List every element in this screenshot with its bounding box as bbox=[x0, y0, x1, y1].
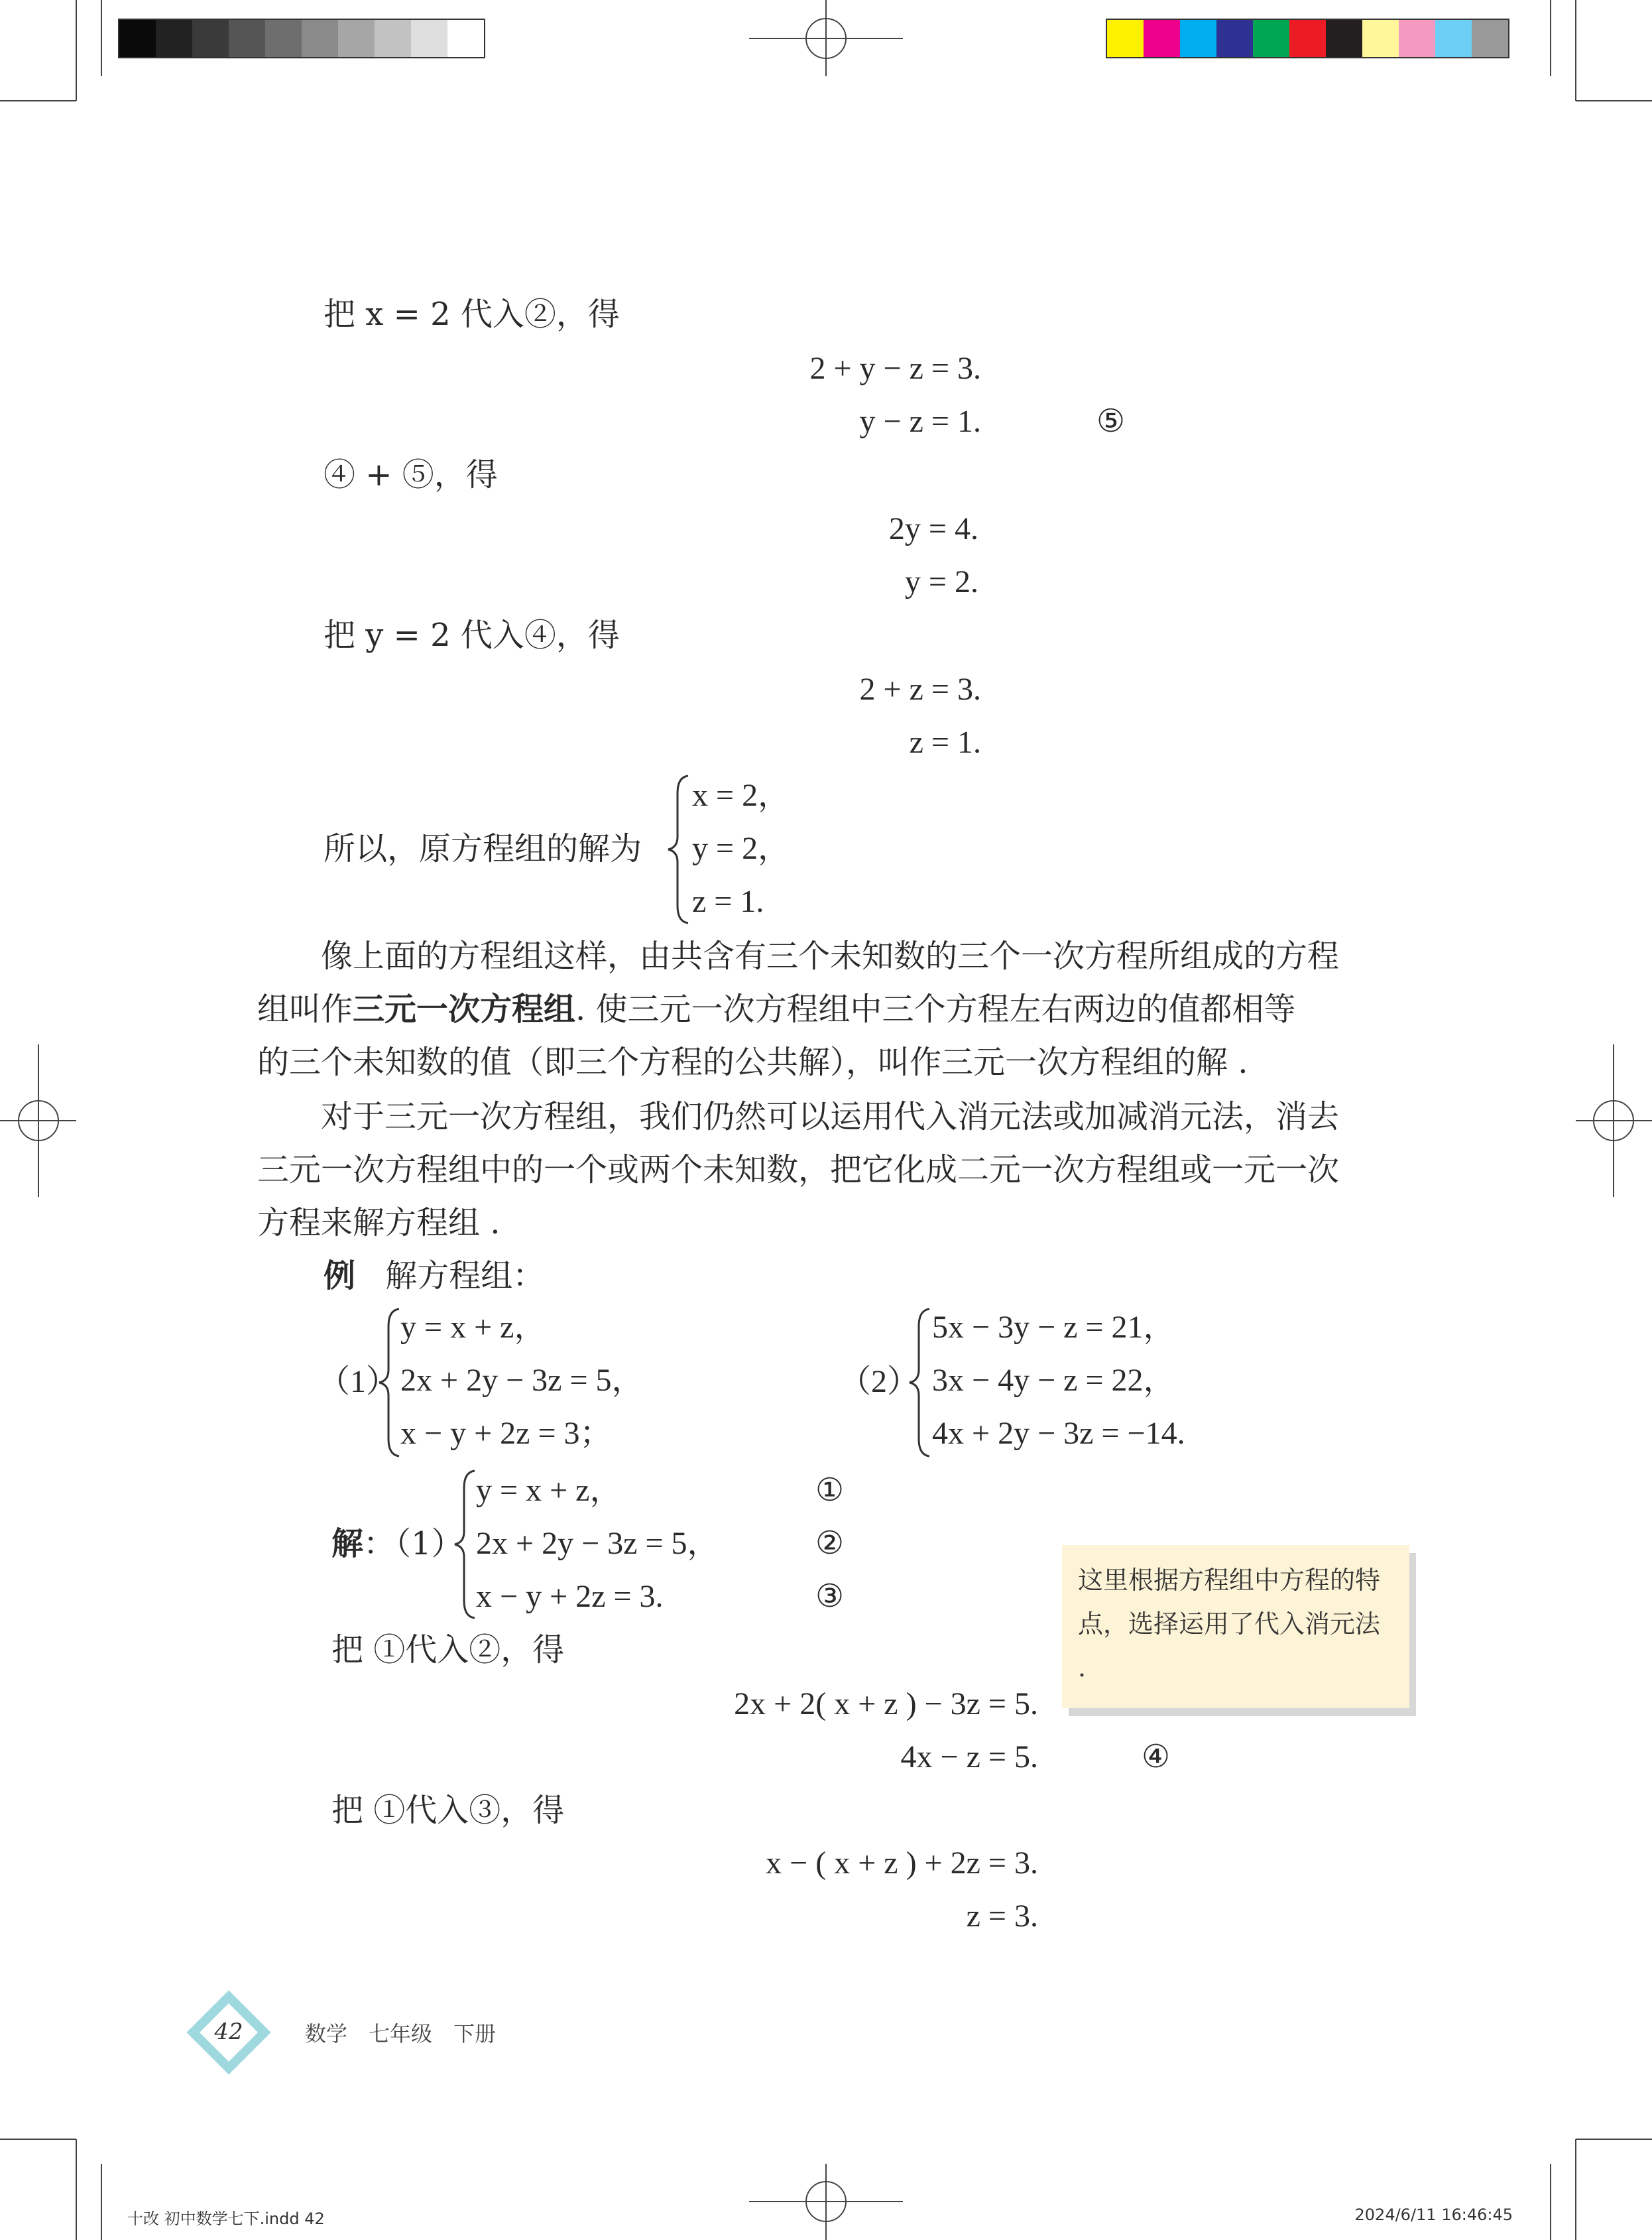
answer-step: 把 ①代入③，得 bbox=[331, 1792, 565, 1829]
print-slug-date: 2024/6/11 16:46:45 bbox=[1354, 2206, 1513, 2224]
left-brace bbox=[666, 773, 692, 926]
answer-line: y = x + z， bbox=[476, 1473, 622, 1508]
paragraph-line: 像上面的方程组这样，由共含有三个未知数的三个一次方程所组成的方程 bbox=[321, 938, 1340, 975]
problem-1-line: y = x + z， bbox=[400, 1310, 546, 1345]
solution-line: z = 1. bbox=[692, 884, 764, 919]
solution-line: x = 2， bbox=[692, 778, 790, 813]
left-brace bbox=[452, 1468, 479, 1621]
problem-2-line: 5x − 3y − z = 21， bbox=[932, 1310, 1175, 1345]
equation: z = 3. bbox=[966, 1898, 1038, 1934]
step-add: ④ + ⑤，得 bbox=[324, 456, 498, 493]
left-brace bbox=[907, 1306, 933, 1459]
paragraph-line: 三元一次方程组中的一个或两个未知数，把它化成二元一次方程组或一元一次 bbox=[257, 1151, 1340, 1188]
example-heading bbox=[324, 1256, 544, 1296]
step-substitute-x: 把 x = 2 代入②，得 bbox=[324, 296, 620, 333]
solution-line: y = 2， bbox=[692, 831, 790, 866]
left-brace bbox=[377, 1306, 403, 1459]
answer-label-bold: 解 bbox=[331, 1525, 364, 1562]
answer-label bbox=[331, 1524, 463, 1564]
equation-number: ③ bbox=[815, 1579, 845, 1614]
equation: 2y = 4. bbox=[888, 511, 978, 546]
paragraph-line: 的三个未知数的值（即三个方程的公共解），叫作三元一次方程组的解 . bbox=[257, 1044, 1248, 1081]
equation-number: ① bbox=[815, 1473, 845, 1508]
equation: 2 + y − z = 3. bbox=[809, 351, 981, 386]
step-substitute-y: 把 y = 2 代入④，得 bbox=[324, 617, 620, 654]
problem-2-line: 4x + 2y − 3z = −14. bbox=[932, 1416, 1185, 1451]
problem-2-line: 3x − 4y − z = 22， bbox=[932, 1363, 1175, 1398]
solution-label: 所以，原方程组的解为 bbox=[324, 830, 642, 867]
text-run: 组叫作 bbox=[257, 991, 353, 1028]
equation: 2x + 2( x + z ) − 3z = 5. bbox=[734, 1686, 1038, 1721]
print-slug-file: 十改 初中数学七下.indd 42 bbox=[127, 2209, 325, 2228]
defined-term: 三元一次方程组 bbox=[353, 991, 576, 1028]
paragraph-line: 方程来解方程组 . bbox=[257, 1204, 501, 1241]
book-title: 数学 七年级 下册 bbox=[305, 2021, 497, 2046]
problem-1-line: 2x + 2y − 3z = 5， bbox=[400, 1363, 644, 1398]
page-number: 42 bbox=[214, 2019, 243, 2045]
equation-number: ② bbox=[815, 1526, 845, 1561]
definition-paragraph bbox=[257, 930, 1395, 1089]
equation-number: ⑤ bbox=[1096, 404, 1126, 439]
equation: y − z = 1. bbox=[859, 404, 981, 439]
equation: y = 2. bbox=[904, 564, 978, 599]
method-paragraph bbox=[257, 1090, 1395, 1249]
equation: 4x − z = 5. bbox=[900, 1739, 1038, 1774]
equation: 2 + z = 3. bbox=[859, 672, 981, 707]
example-title: 解方程组： bbox=[385, 1257, 545, 1294]
answer-label-tail: ：（1） bbox=[363, 1525, 463, 1562]
equation: x − ( x + z ) + 2z = 3. bbox=[766, 1845, 1038, 1881]
answer-line: 2x + 2y − 3z = 5， bbox=[476, 1526, 719, 1561]
equation-number: ④ bbox=[1142, 1739, 1171, 1774]
problem-1-line: x − y + 2z = 3； bbox=[400, 1416, 612, 1451]
answer-line: x − y + 2z = 3. bbox=[476, 1579, 664, 1614]
side-note: 这里根据方程组中方程的特点，选择运用了代入消元法 . bbox=[1062, 1545, 1409, 1708]
paragraph-line: 对于三元一次方程组，我们仍然可以运用代入消元法或加减消元法，消去 bbox=[321, 1098, 1340, 1135]
example-label: 例 bbox=[324, 1257, 356, 1294]
paragraph-line bbox=[257, 983, 1395, 1036]
problem-1-label: （1） bbox=[318, 1364, 398, 1399]
text-run: . 使三元一次方程组中三个方程左右两边的值都相等 bbox=[575, 991, 1296, 1028]
problem-2-label: （2） bbox=[839, 1364, 919, 1399]
answer-step: 把 ①代入②，得 bbox=[331, 1631, 565, 1668]
equation: z = 1. bbox=[909, 725, 981, 760]
